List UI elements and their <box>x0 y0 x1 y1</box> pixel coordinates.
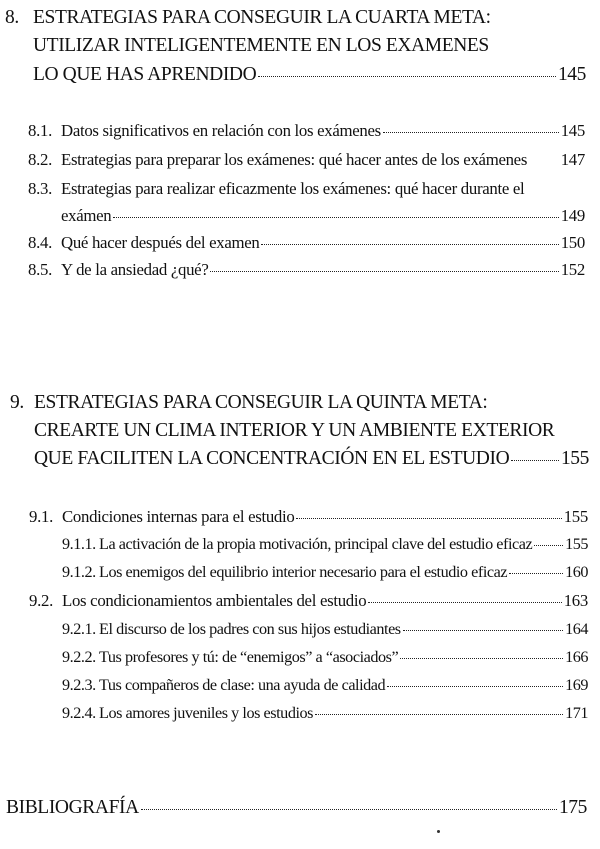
dot-leader <box>210 271 558 272</box>
dot-leader <box>509 573 563 574</box>
dot-leader <box>534 545 563 546</box>
page-number: 150 <box>560 233 585 252</box>
page-number: 155 <box>560 448 589 469</box>
dot-leader <box>261 244 558 245</box>
section-number: 9.2.3. <box>62 676 96 694</box>
entry-title: Los enemigos del equilibrio interior necesario para el estudio eficaz <box>99 563 508 581</box>
toc-entry-9-1[interactable] <box>29 507 588 527</box>
page-number: 175 <box>558 797 587 818</box>
page-number: 155 <box>565 535 588 553</box>
toc-entry-8-1[interactable] <box>28 121 585 141</box>
chapter-8-title-line-1: 8. ESTRATEGIAS PARA CONSEGUIR LA CUARTA META: <box>5 7 491 28</box>
page-number: 169 <box>565 676 588 694</box>
chapter-8-title-line-3[interactable]: LO QUE HAS APRENDIDO 145 <box>33 64 586 85</box>
entry-title: Los amores juveniles y los estudios <box>99 704 313 722</box>
dot-leader <box>511 460 559 461</box>
toc-entry-9-1-2[interactable] <box>62 563 588 582</box>
entry-title: Datos significativos en relación con los exámenes <box>61 121 381 140</box>
dot-leader <box>400 658 563 659</box>
dot-leader <box>387 686 563 687</box>
page-number: 145 <box>560 121 585 140</box>
toc-entry-bibliography[interactable] <box>6 797 587 819</box>
entry-title: Condiciones internas para el estudio <box>62 507 295 526</box>
chapter-9-title-line-3[interactable]: QUE FACILITEN LA CONCENTRACIÓN EN EL ESTUDIO 155 <box>34 448 589 469</box>
entry-title: BIBLIOGRAFÍA <box>6 797 139 818</box>
entry-title: Tus profesores y tú: de “enemigos” a “asociados” <box>99 648 399 666</box>
entry-title: El discurso de los padres con sus hijos estudiantes <box>99 620 401 638</box>
page-number: 149 <box>560 206 585 225</box>
section-number: 8.5. <box>28 260 52 279</box>
toc-entry-9-1-1[interactable] <box>62 535 588 554</box>
section-number: 9.2.1. <box>62 620 96 638</box>
entry-title: Estrategias para realizar eficazmente los exámenes: qué hacer durante el <box>61 179 525 198</box>
section-number: 9.2.4. <box>62 704 96 722</box>
toc-entry-9-2[interactable] <box>29 591 588 611</box>
chapter-8-title-line-2: UTILIZAR INTELIGENTEMENTE EN LOS EXAMENES <box>33 35 489 56</box>
dot-leader <box>296 518 561 519</box>
entry-title: Y de la ansiedad ¿qué? <box>61 260 209 279</box>
page-number: 171 <box>565 704 588 722</box>
chapter-8-number: 8. <box>5 7 19 28</box>
section-number: 8.1. <box>28 121 52 140</box>
section-number: 9.1.2. <box>62 563 96 581</box>
dot-leader <box>403 630 563 631</box>
page-number: 145 <box>557 64 586 85</box>
dot-leader <box>258 76 556 77</box>
dot-leader <box>368 602 561 603</box>
section-number: 9.1. <box>29 507 53 526</box>
toc-entry-9-2-4[interactable] <box>62 704 588 723</box>
scan-speck <box>437 830 440 833</box>
toc-entry-8-2[interactable] <box>28 150 585 170</box>
chapter-9-title-line-2: CREARTE UN CLIMA INTERIOR Y UN AMBIENTE EXTERIOR <box>34 420 555 441</box>
entry-title: Qué hacer después del examen <box>61 233 260 252</box>
chapter-9-title-line-1: 9. ESTRATEGIAS PARA CONSEGUIR LA QUINTA META: <box>10 392 488 413</box>
dot-leader <box>113 217 558 218</box>
dot-leader <box>315 714 563 715</box>
toc-entry-8-4[interactable] <box>28 233 585 253</box>
toc-entry-8-3-continued[interactable] <box>61 206 585 226</box>
dot-leader <box>383 132 559 133</box>
chapter-9-number: 9. <box>10 392 24 413</box>
section-number: 8.4. <box>28 233 52 252</box>
section-number: 9.1.1. <box>62 535 96 553</box>
entry-title: Estrategias para preparar los exámenes: qué hacer antes de los exámenes <box>61 150 528 169</box>
section-number: 8.3. <box>28 179 52 198</box>
page-number: 155 <box>563 507 588 526</box>
page-number: 163 <box>563 591 588 610</box>
entry-title: La activación de la propia motivación, principal clave del estudio eficaz <box>99 535 533 553</box>
section-number: 8.2. <box>28 150 52 169</box>
entry-title: Los condicionamientos ambientales del estudio <box>62 591 367 610</box>
dot-leader <box>141 809 557 810</box>
toc-entry-9-2-2[interactable] <box>62 648 588 667</box>
entry-title: Tus compañeros de clase: una ayuda de calidad <box>99 676 386 694</box>
section-number: 9.2.2. <box>62 648 96 666</box>
toc-entry-8-5[interactable] <box>28 260 585 280</box>
page-number: 164 <box>565 620 588 638</box>
toc-entry-8-3[interactable] <box>28 179 585 199</box>
entry-title-continued: exámen <box>61 206 112 225</box>
toc-entry-9-2-3[interactable] <box>62 676 588 695</box>
toc-entry-9-2-1[interactable] <box>62 620 588 639</box>
page-number: 152 <box>560 260 585 279</box>
page-number: 160 <box>565 563 588 581</box>
page-number: 166 <box>565 648 588 666</box>
page-number: 147 <box>560 150 585 169</box>
section-number: 9.2. <box>29 591 53 610</box>
